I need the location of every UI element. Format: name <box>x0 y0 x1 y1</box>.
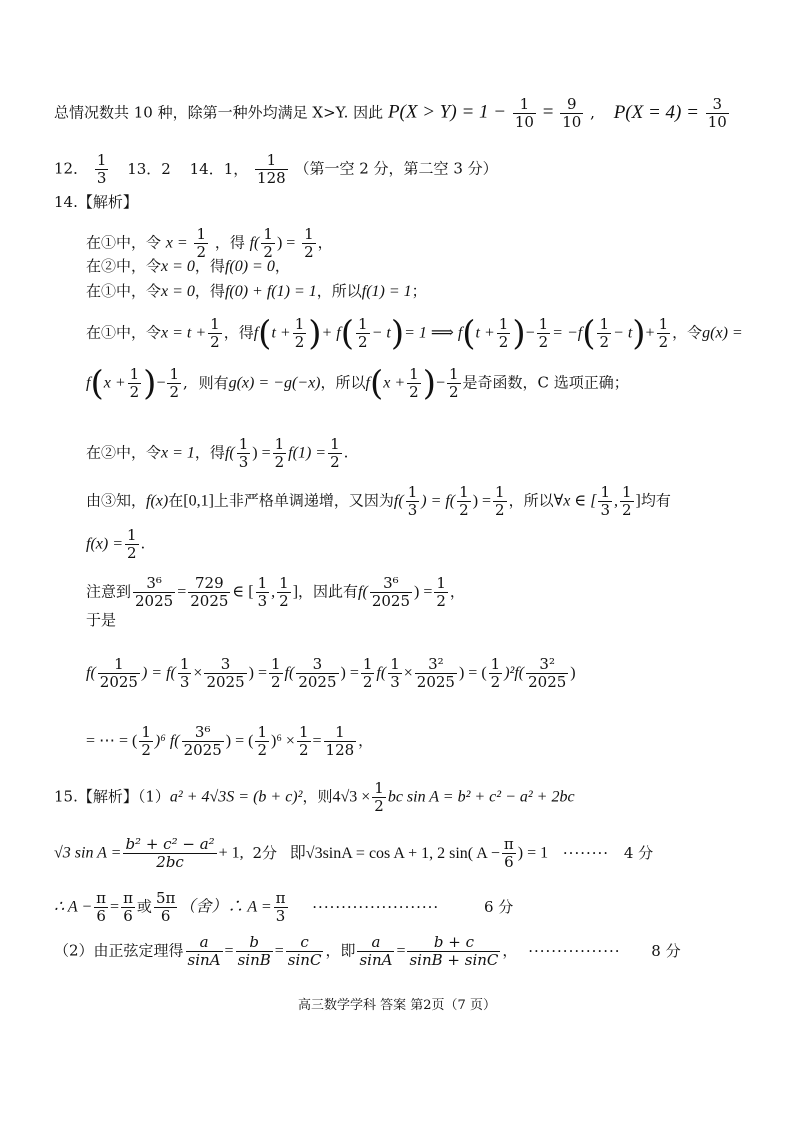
fraction: $\frac{1}{10}$ <box>514 95 534 131</box>
fraction: $\frac{1}{3}$ <box>407 483 418 519</box>
text: ，所以 <box>320 373 366 392</box>
math: f(0) = 0 <box>224 258 275 275</box>
text: 15.【解析】（1） <box>54 787 170 806</box>
text: 上非严格单调递增，又因为 <box>213 491 394 510</box>
math: f(x) = <box>86 535 123 553</box>
q15-part1-line3 <box>54 890 513 925</box>
text: ，令 <box>672 323 703 342</box>
math: f(x) <box>146 492 169 510</box>
math: ) = ( <box>458 664 487 682</box>
text: 或 <box>136 897 152 916</box>
math: f( <box>393 492 404 510</box>
fraction: $\frac{1}{2}$ <box>448 365 459 401</box>
math: − <box>525 324 535 342</box>
fraction: $\frac{\text{3²}}{2025}$ <box>528 655 567 691</box>
punct: ， <box>449 582 465 601</box>
math: x = 1 <box>161 444 195 462</box>
fraction: $\frac{1}{2}$ <box>495 483 505 519</box>
text: ，得 <box>194 443 225 462</box>
fraction: $\frac{1}{2}$ <box>271 655 281 691</box>
math: f(0) + f(1) = 1 <box>224 283 317 300</box>
fraction: $\frac{1}{3}$ <box>390 655 400 691</box>
fraction: $\frac{1}{2025}$ <box>99 655 138 691</box>
math: ∀x ∈ [ <box>553 492 597 510</box>
fraction: $\frac{9}{10}$ <box>562 95 582 131</box>
score: 2分 <box>252 843 278 862</box>
fraction: $\frac{b}{\sin B}$ <box>237 933 271 969</box>
math: ] <box>292 583 299 601</box>
math: g(x) = <box>702 324 743 342</box>
math: ) = <box>414 583 433 601</box>
fraction: $\frac{1}{2}$ <box>498 315 509 351</box>
punct: ； <box>411 282 427 300</box>
score: 4 分 <box>623 843 654 862</box>
fraction: $\frac{1}{2}$ <box>621 483 632 519</box>
step-4: 在①中，令x = t + $\frac{1}{2}$ ，得f(t + $\frac{1}{2}$ )+ f( $\frac{1}{2}$ − t)= 1 ⟹ f(t + $\frac{1}{2}$ )− $\frac{1}{2}$ = −f( $\frac{1}{2}$ − t)+ $\frac{1}{2}$ ，令g(x) = <box>86 313 743 354</box>
math: x = 0 <box>161 283 195 300</box>
fraction: $\frac{1}{2}$ <box>459 483 469 519</box>
punct: . <box>140 534 146 553</box>
q15-part1-line1 <box>54 780 575 815</box>
fraction: $\frac{\pi}{6}$ <box>503 835 514 871</box>
math: ] <box>635 492 641 510</box>
math: ) = <box>340 664 359 682</box>
math: = <box>312 732 322 750</box>
step-10 <box>86 610 116 630</box>
leader-dots: ················ <box>528 941 621 960</box>
math: = <box>396 942 406 960</box>
math: ) <box>570 664 576 682</box>
step-9 <box>86 575 465 610</box>
math: t + <box>271 324 291 342</box>
math: f(1) = <box>288 444 327 462</box>
fraction: $\frac{\text{3⁶}}{2025}$ <box>135 574 174 610</box>
step-7 <box>86 484 671 519</box>
punct: ， <box>358 731 374 750</box>
fraction: $\frac{1}{2}$ <box>358 315 368 351</box>
score: 8 分 <box>651 941 681 960</box>
math: x = t + <box>161 324 207 342</box>
math: = 1 ⟹ f <box>404 324 463 342</box>
math: g(x) = −g(−x) <box>228 374 321 392</box>
text: ，所以 <box>316 282 362 300</box>
fraction: $\frac{b + c}{\sin B + \sin C}$ <box>409 933 499 969</box>
math: − t <box>613 324 633 342</box>
math: ) = <box>472 492 492 510</box>
text: 在①中，令 <box>86 323 162 342</box>
math: f <box>86 374 91 392</box>
math: ) = 1 <box>517 844 549 862</box>
math: x + <box>383 374 406 392</box>
fraction: $\frac{1}{3}$ <box>96 151 107 187</box>
math: ∴ A − <box>54 898 93 916</box>
fraction: $\frac{1}{2}$ <box>362 655 373 691</box>
equals: = <box>542 101 554 123</box>
fraction: $\frac{\text{3⁶}}{2025}$ <box>183 723 222 759</box>
math: ) = ( <box>225 732 254 750</box>
fraction: $\frac{c}{\sin C}$ <box>287 933 322 969</box>
fraction: $\frac{1}{128}$ <box>325 723 355 759</box>
math: 即√3sinA = cos A + 1, 2 sin( A − <box>289 844 500 862</box>
step-12 <box>86 724 373 759</box>
fraction: $\frac{1}{2}$ <box>127 526 137 562</box>
step-11 <box>86 656 576 691</box>
fraction: $\frac{1}{2}$ <box>490 655 501 691</box>
step-3 <box>86 281 427 302</box>
math: × <box>193 664 203 682</box>
section-heading-14 <box>54 192 138 212</box>
fraction: $\frac{1}{2}$ <box>409 365 419 401</box>
fraction: $\frac{5\pi}{6}$ <box>155 889 176 925</box>
math: + 1, <box>218 844 244 862</box>
math: = <box>274 942 284 960</box>
leader-dots: ······················ <box>312 897 440 916</box>
text: ，得 <box>214 233 245 252</box>
heading-text: 14.【解析】 <box>54 193 138 211</box>
math: f <box>365 374 370 392</box>
comma: , <box>590 103 595 122</box>
fraction: $\frac{1}{128}$ <box>257 151 286 187</box>
text: 在①中，令 <box>86 233 162 252</box>
fraction: $\frac{\text{3⁶}}{2025}$ <box>371 574 410 610</box>
math: f( <box>376 664 387 682</box>
q12-label: 12． <box>54 159 89 178</box>
fraction: $\frac{1}{2}$ <box>196 225 207 261</box>
text: ，因此有 <box>298 582 359 601</box>
fraction: $\frac{1}{2}$ <box>374 779 384 815</box>
text: 均有 <box>640 491 671 510</box>
fraction: $\frac{1}{2}$ <box>129 365 140 401</box>
fraction: $\frac{\text{3²}}{2025}$ <box>416 655 455 691</box>
line-answers-12-14 <box>54 152 498 187</box>
text: 于是 <box>86 611 117 629</box>
math: f( <box>284 664 295 682</box>
math: f(1) = 1 <box>361 283 412 300</box>
fraction: $\frac{a}{\sin A}$ <box>359 933 393 969</box>
fraction: $\frac{1}{3}$ <box>179 655 190 691</box>
text: ，得 <box>194 257 225 275</box>
fraction: $\frac{1}{2}$ <box>538 315 549 351</box>
math: ) = <box>276 234 296 252</box>
math: ) = f( <box>141 664 176 682</box>
math: [0,1] <box>183 492 214 510</box>
text: ，得 <box>223 323 254 342</box>
q15-part2-line1 <box>54 934 681 969</box>
fraction: $\frac{1}{2}$ <box>330 435 340 471</box>
fraction: $\frac{\pi}{3}$ <box>275 889 286 925</box>
math: 4√3 × <box>332 788 371 806</box>
math: = <box>177 583 187 601</box>
math: x = 0 <box>161 258 195 275</box>
fraction: $\frac{3}{2025}$ <box>206 655 245 691</box>
fraction: $\frac{3}{10}$ <box>707 95 727 131</box>
math: bc sin A = b² + c² − a² + 2bc <box>387 788 575 806</box>
math: x + <box>103 374 126 392</box>
math: = −f <box>552 324 583 342</box>
fraction: $\frac{1}{2}$ <box>599 315 610 351</box>
math: )⁶ f( <box>154 732 180 750</box>
math: P(X = 4) = <box>613 101 699 123</box>
text: ，所以 <box>508 491 554 510</box>
math: ) = f( <box>421 492 456 510</box>
step-2 <box>86 256 290 277</box>
fraction: $\frac{1}{2}$ <box>658 315 669 351</box>
text: 在②中，令 <box>86 257 162 275</box>
text: 注意到 <box>86 582 132 601</box>
math: = <box>110 898 120 916</box>
math: )²f( <box>504 664 525 682</box>
page-footer: 高三数学学科 答案 第2页（7 页） <box>298 998 496 1013</box>
text: ，则 <box>302 787 333 806</box>
math: f( <box>358 583 368 601</box>
text: 在①中，令 <box>86 282 162 300</box>
math: f( <box>86 664 96 682</box>
math: x = <box>165 234 188 252</box>
text: 在②中，令 <box>86 443 162 462</box>
fraction: $\frac{1}{2}$ <box>257 723 268 759</box>
math: − <box>435 374 445 392</box>
math: ) = <box>248 664 267 682</box>
q13-answer: 13．2 <box>127 159 171 178</box>
math: ) = <box>252 444 271 462</box>
leader-dots: ········ <box>562 843 610 862</box>
fraction: $\frac{1}{2}$ <box>263 225 273 261</box>
text: ， <box>502 941 518 960</box>
q15-part1-line2 <box>54 836 653 871</box>
fraction: $\frac{\pi}{6}$ <box>96 889 107 925</box>
text: 在 <box>168 491 184 510</box>
step-6 <box>86 436 348 471</box>
math: = <box>224 942 234 960</box>
fraction: $\frac{1}{3}$ <box>238 435 249 471</box>
line-total-cases <box>54 96 731 131</box>
fraction: $\frac{1}{2}$ <box>274 435 285 471</box>
math: f( <box>249 234 260 252</box>
text: 是奇函数，C 选项正确； <box>462 373 629 392</box>
punct: ， <box>317 233 333 252</box>
fraction: $\frac{a}{\sin A}$ <box>187 933 221 969</box>
punct: . <box>343 443 349 462</box>
math: − <box>156 374 166 392</box>
math: )⁶ × <box>271 732 295 750</box>
text: 由③知， <box>86 491 147 510</box>
q14-answer: 14．1， <box>189 159 249 178</box>
fraction: $\frac{1}{3}$ <box>600 483 610 519</box>
text: 总情况数共 10 种，除第一种外均满足 X>Y. 因此 <box>54 103 384 122</box>
fraction: $\frac{1}{2}$ <box>304 225 314 261</box>
math: t + <box>475 324 495 342</box>
fraction: $\frac{1}{2}$ <box>210 315 220 351</box>
fraction: $\frac{\text{b² + c² − a²}}{2bc}$ <box>125 835 215 871</box>
math: ∈ [ <box>232 583 254 601</box>
math: + <box>645 324 655 342</box>
score-note: （第一空 2 分，第二空 3 分） <box>294 159 498 178</box>
fraction: $\frac{1}{2}$ <box>436 574 446 610</box>
step-5: f(x + $\frac{1}{2}$ )− $\frac{1}{2}$ , 则有g(x) = −g(−x)，所以f(x + $\frac{1}{2}$ )− $\frac{1}{2}$ 是奇函数，C 选项正确； <box>86 363 629 404</box>
fraction: $\frac{\pi}{6}$ <box>123 889 133 925</box>
math: f <box>253 324 259 342</box>
math: = ⋯ = ( <box>86 732 138 750</box>
text: （2）由正弦定理得 <box>54 941 184 960</box>
fraction: $\frac{1}{3}$ <box>257 574 268 610</box>
text: 则有 <box>198 373 229 392</box>
math: , <box>271 583 276 601</box>
fraction: $\frac{3}{2025}$ <box>298 655 337 691</box>
fraction: $\frac{1}{2}$ <box>279 574 289 610</box>
math: × <box>403 664 413 682</box>
math: P(X > Y) = 1 − <box>387 101 507 123</box>
fraction: $\frac{1}{2}$ <box>169 365 180 401</box>
fraction: $\frac{1}{2}$ <box>294 315 305 351</box>
text: ，得 <box>194 282 225 300</box>
step-8 <box>86 527 145 562</box>
fraction: $\frac{1}{2}$ <box>298 723 309 759</box>
math: √3 sin A = <box>54 844 122 862</box>
punct: ， <box>274 257 290 275</box>
punct: , <box>183 373 188 392</box>
math: + f <box>321 324 341 342</box>
fraction: $\frac{729}{2025}$ <box>190 574 229 610</box>
math: a² + 4√3S = (b + c)² <box>169 788 303 806</box>
math: − t <box>371 324 391 342</box>
score: 6 分 <box>483 897 514 916</box>
text: ，即 <box>325 941 356 960</box>
math: f( <box>224 444 235 462</box>
fraction: $\frac{1}{2}$ <box>141 723 151 759</box>
math: （舍）∴ A = <box>179 898 272 916</box>
math: , <box>613 492 618 510</box>
